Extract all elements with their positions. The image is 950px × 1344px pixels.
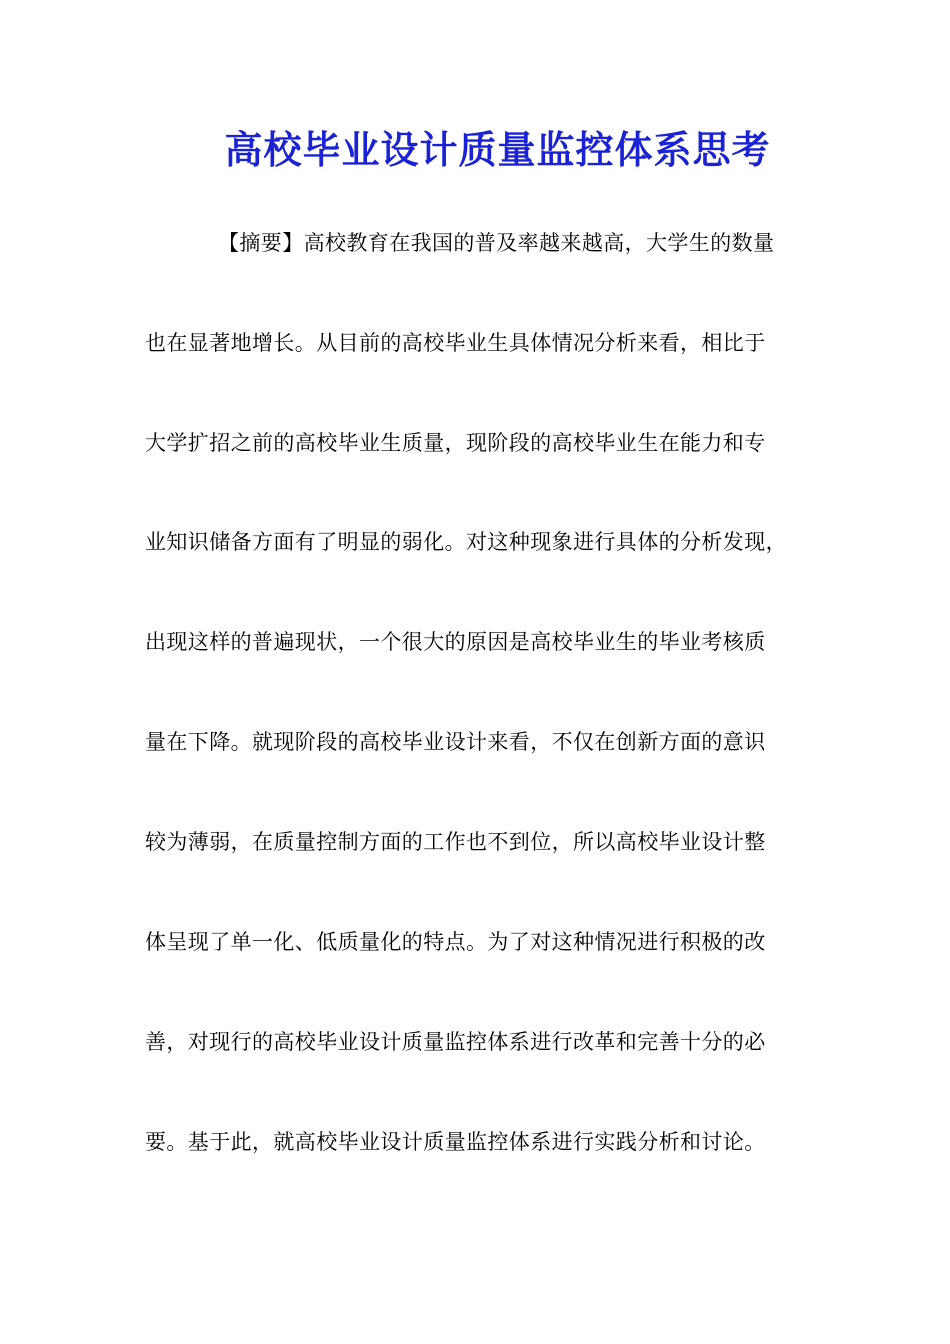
abstract-line: 也在显著地增长。从目前的高校毕业生具体情况分析来看，相比于 (145, 331, 766, 355)
abstract-line: 大学扩招之前的高校毕业生质量，现阶段的高校毕业生在能力和专 (145, 431, 766, 455)
abstract-line: 【摘要】高校教育在我国的普及率越来越高，大学生的数量 (218, 231, 775, 255)
abstract-line: 业知识储备方面有了明显的弱化。对这种现象进行具体的分析发现， (145, 530, 787, 554)
abstract-line: 出现这样的普遍现状，一个很大的原因是高校毕业生的毕业考核质 (145, 630, 766, 654)
document-title: 高校毕业设计质量监控体系思考 (224, 127, 771, 172)
abstract-line: 善，对现行的高校毕业设计质量监控体系进行改革和完善十分的必 (145, 1030, 766, 1054)
abstract-line: 体呈现了单一化、低质量化的特点。为了对这种情况进行积极的改 (145, 930, 766, 954)
abstract-line: 较为薄弱，在质量控制方面的工作也不到位，所以高校毕业设计整 (145, 830, 766, 854)
abstract-line: 量在下降。就现阶段的高校毕业设计来看，不仅在创新方面的意识 (145, 730, 766, 754)
abstract-line: 要。基于此，就高校毕业设计质量监控体系进行实践分析和讨论。 (145, 1130, 766, 1154)
